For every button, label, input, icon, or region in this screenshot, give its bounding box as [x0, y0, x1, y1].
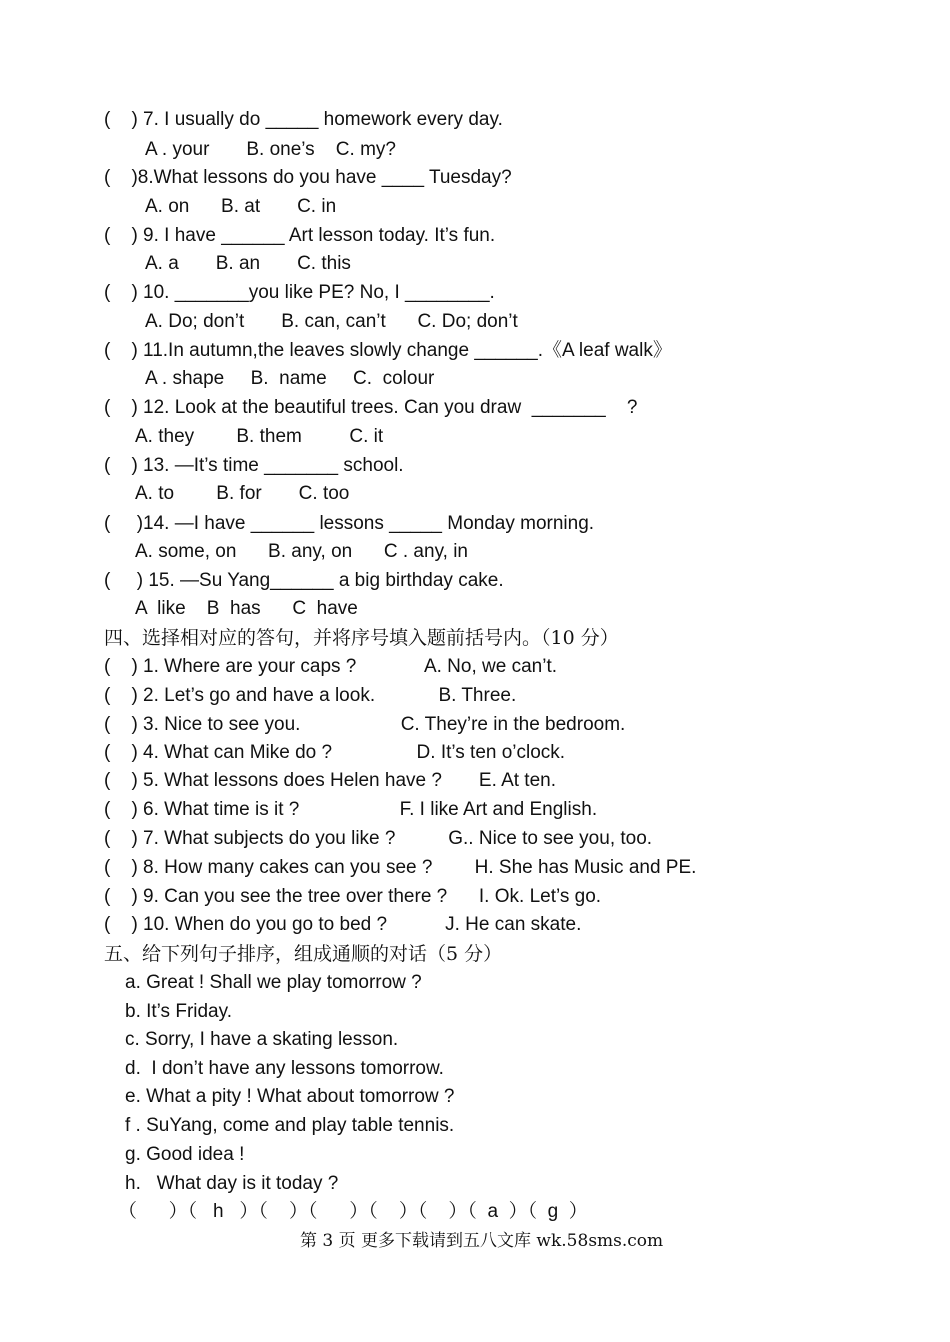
q11-question: ( ) 11.In autumn,the leaves slowly change ______.《A leaf walk》 [104, 340, 672, 361]
q10-options: A. Do; don’t B. can, can’t C. Do; don’t [145, 311, 518, 332]
sentence-f: f . SuYang, come and play table tennis. [125, 1115, 455, 1136]
match-item-1: ( ) 1. Where are your caps ? A. No, we can’t. [104, 656, 558, 677]
q9-options: A. a B. an C. this [145, 253, 351, 274]
sentence-c: c. Sorry, I have a skating lesson. [125, 1029, 399, 1050]
sentence-g: g. Good idea ! [125, 1144, 245, 1165]
section-4-heading: 四、选择相对应的答句，并将序号填入题前括号内。（10 分） [104, 627, 619, 649]
q13-question: ( ) 13. —It’s time _______ school. [104, 455, 404, 476]
q12-question: ( ) 12. Look at the beautiful trees. Can you draw _______ ? [104, 397, 638, 418]
q8-options: A. on B. at C. in [145, 196, 337, 217]
match-item-4: ( ) 4. What can Mike do ? D. It’s ten o’clock. [104, 742, 566, 763]
match-item-10: ( ) 10. When do you go to bed ? J. He can skate. [104, 914, 582, 935]
match-item-9: ( ) 9. Can you see the tree over there ? I. Ok. Let’s go. [104, 886, 602, 907]
sentence-a: a. Great ! Shall we play tomorrow ? [125, 972, 422, 993]
sentence-h: h. What day is it today ? [125, 1173, 339, 1194]
match-item-3: ( ) 3. Nice to see you. C. They’re in the bedroom. [104, 714, 626, 735]
match-item-7: ( ) 7. What subjects do you like ? G.. Nice to see you, too. [104, 828, 653, 849]
q7-options: A . your B. one’s C. my? [145, 139, 396, 160]
q12-options: A. they B. them C. it [135, 426, 384, 447]
q15-question: ( ) 15. —Su Yang______ a big birthday cake. [104, 570, 504, 591]
q7-question: ( ) 7. I usually do _____ homework every day. [104, 109, 503, 130]
answer-order-row: （ ）（ h ）（ ）（ ）（ ）（ ）（ a ）（ g ） [118, 1201, 588, 1222]
page-footer: 第 3 页 更多下载请到五八文库 wk.58sms.com [300, 1231, 664, 1251]
q13-options: A. to B. for C. too [135, 483, 350, 504]
q15-options: A like B has C have [135, 598, 358, 619]
sentence-b: b. It’s Friday. [125, 1001, 232, 1022]
q14-options: A. some, on B. any, on C . any, in [135, 541, 469, 562]
sentence-d: d. I don’t have any lessons tomorrow. [125, 1058, 444, 1079]
section-5-heading: 五、给下列句子排序，组成通顺的对话（5 分） [104, 943, 503, 965]
q8-question: ( )8.What lessons do you have ____ Tuesday? [104, 167, 512, 188]
q14-question: ( )14. —I have ______ lessons _____ Monday morning. [104, 513, 595, 534]
q11-options: A . shape B. name C. colour [145, 368, 435, 389]
q9-question: ( ) 9. I have ______ Art lesson today. It’s fun. [104, 225, 496, 246]
match-item-8: ( ) 8. How many cakes can you see ? H. She has Music and PE. [104, 857, 697, 878]
match-item-6: ( ) 6. What time is it ? F. I like Art and English. [104, 799, 598, 820]
match-item-5: ( ) 5. What lessons does Helen have ? E. At ten. [104, 770, 557, 791]
match-item-2: ( ) 2. Let’s go and have a look. B. Three. [104, 685, 517, 706]
q10-question: ( ) 10. _______you like PE? No, I ________. [104, 282, 495, 303]
sentence-e: e. What a pity ! What about tomorrow ? [125, 1086, 455, 1107]
